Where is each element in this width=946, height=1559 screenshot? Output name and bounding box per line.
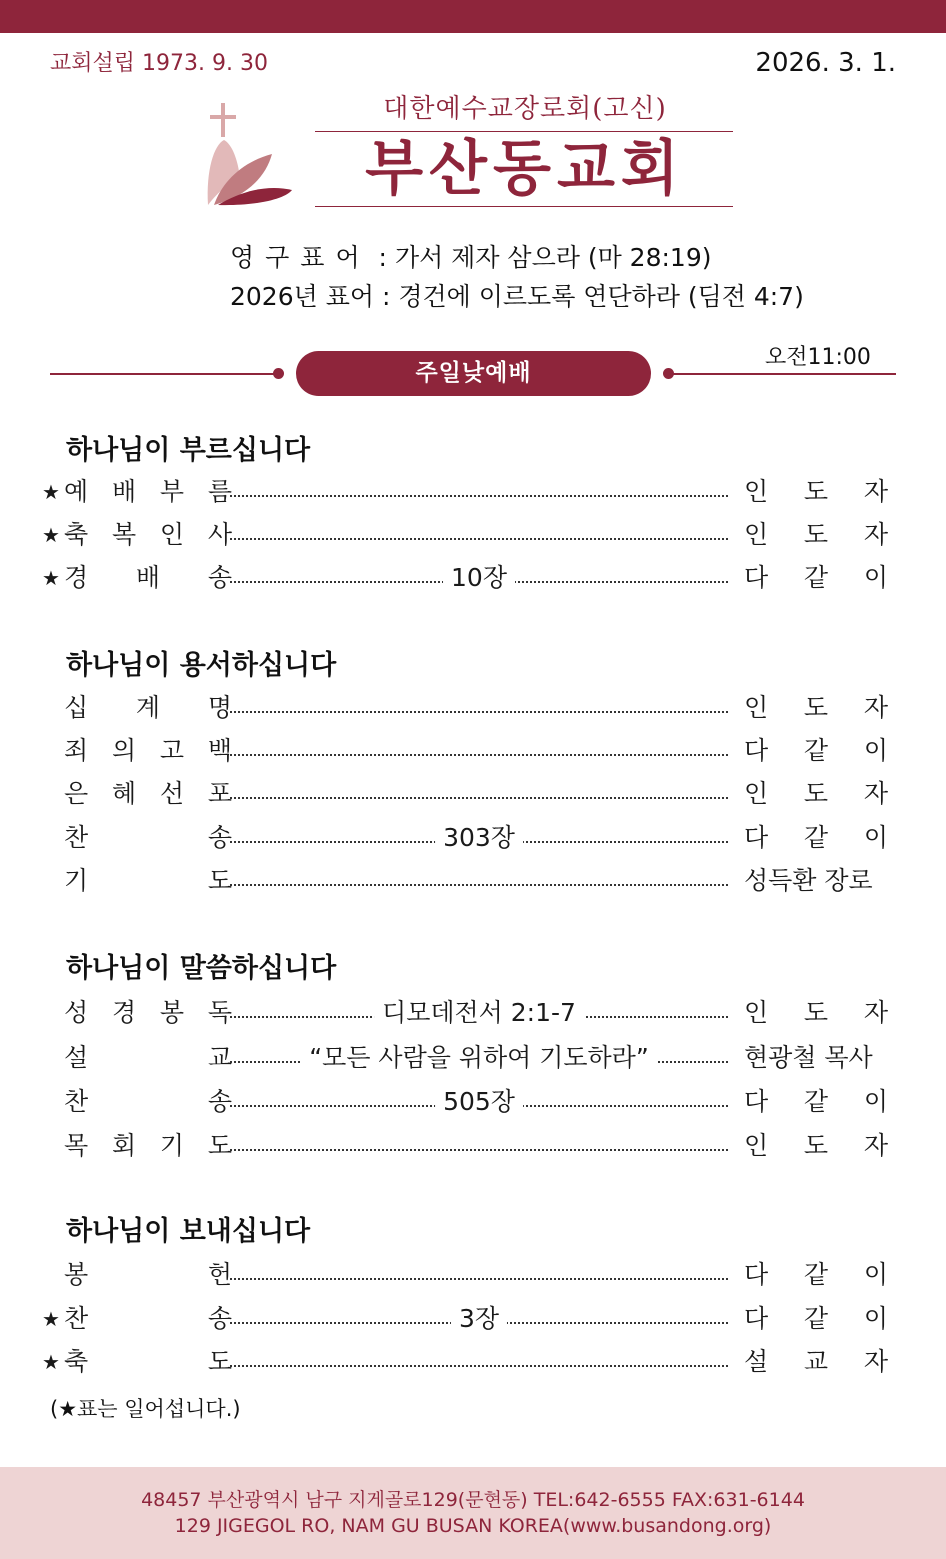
stand-star-icon: ★ [42, 566, 60, 590]
spread-text: 설 교 [64, 1043, 232, 1072]
title-rule-bottom [315, 206, 733, 207]
spread-text: 찬 송 [64, 1304, 232, 1333]
worship-leader [744, 1082, 888, 1122]
worship-row [42, 861, 888, 901]
worship-row [42, 1255, 888, 1295]
worship-row [42, 1299, 888, 1339]
worship-row [42, 472, 888, 512]
worship-leader [744, 515, 888, 555]
motto-year [230, 277, 804, 316]
spread-text: 찬 송 [64, 823, 232, 852]
spread-text: 다 같 이 [744, 736, 888, 765]
spread-text: 인 도 자 [744, 998, 888, 1027]
spread-text: 인 도 자 [744, 779, 888, 808]
spread-text: 축 복 인 사 [64, 520, 232, 549]
stand-star-icon: ★ [42, 1350, 60, 1374]
worship-item [64, 1038, 232, 1078]
worship-item [64, 1082, 232, 1122]
leader-dots [230, 1082, 728, 1122]
section-title: 하나님이 말씀하십니다 [66, 953, 337, 984]
worship-leader [744, 472, 888, 512]
spread-text: 다 같 이 [744, 1087, 888, 1116]
service-divider-left [50, 373, 278, 375]
spread-text: 설 교 자 [744, 1347, 888, 1376]
worship-row [42, 774, 888, 814]
spread-text: 인 도 자 [744, 520, 888, 549]
worship-detail: “모든 사람을 위하여 기도하라” [301, 1038, 657, 1078]
worship-item [64, 1255, 232, 1295]
mottos [230, 238, 804, 316]
motto-eternal [230, 238, 804, 277]
leader-dots [230, 1299, 728, 1339]
service-divider-dot [273, 368, 284, 379]
motto-label: 영구표어 [230, 243, 371, 272]
worship-detail: 505장 [435, 1082, 523, 1122]
worship-row [42, 1038, 888, 1078]
worship-row [42, 1126, 888, 1166]
church-logo-icon [200, 100, 300, 210]
worship-row [42, 731, 888, 771]
leader-dots [230, 993, 728, 1033]
worship-leader [744, 1299, 888, 1339]
section-title: 하나님이 보내십니다 [66, 1216, 311, 1247]
worship-leader: 현광철 목사 [744, 1043, 873, 1072]
worship-leader [744, 1126, 888, 1166]
worship-item [64, 1126, 232, 1166]
worship-leader [744, 1342, 888, 1382]
worship-item [64, 515, 232, 555]
worship-item [64, 774, 232, 814]
motto-text: 가서 제자 삼으라 (마 28:19) [394, 243, 712, 272]
leader-dots [230, 515, 728, 555]
footer [0, 1467, 946, 1559]
top-bar [0, 0, 946, 33]
leader-dots [230, 774, 728, 814]
worship-row [42, 818, 888, 858]
worship-leader [744, 774, 888, 814]
leader-dots [230, 688, 728, 728]
bulletin-date: 2026. 3. 1. [755, 48, 896, 78]
spread-text: 찬 송 [64, 1087, 232, 1116]
spread-text: 은 혜 선 포 [64, 779, 232, 808]
worship-leader [744, 993, 888, 1033]
worship-row [42, 1342, 888, 1382]
worship-item [64, 731, 232, 771]
stand-star-icon: ★ [42, 480, 60, 504]
stand-star-icon: ★ [42, 1307, 60, 1331]
spread-text: 인 도 자 [744, 1131, 888, 1160]
worship-row [42, 1082, 888, 1122]
founded-date: 교회설립 1973. 9. 30 [50, 51, 268, 76]
worship-detail: 디모데전서 2:1-7 [374, 993, 584, 1033]
service-title: 주일낮예배 [296, 351, 651, 396]
motto-label: 2026년 표어 [230, 282, 375, 311]
leader-dots [230, 558, 728, 598]
section-title: 하나님이 부르십니다 [66, 435, 311, 466]
spread-text: 죄 의 고 백 [64, 736, 232, 765]
spread-text: 성 경 봉 독 [64, 998, 232, 1027]
worship-leader [744, 558, 888, 598]
worship-item [64, 688, 232, 728]
worship-detail: 10장 [443, 558, 515, 598]
leader-dots [230, 1342, 728, 1382]
worship-item [64, 472, 232, 512]
motto-separator: : [370, 243, 395, 272]
footer-address-ko: 48457 부산광역시 남구 지게골로129(문현동) TEL:642-6555 FAX:631-6144 [141, 1489, 805, 1511]
worship-item [64, 558, 232, 598]
worship-item [64, 1342, 232, 1382]
section-title: 하나님이 용서하십니다 [66, 650, 337, 681]
standing-note: (★표는 일어섭니다.) [50, 1397, 241, 1421]
denomination: 대한예수교장로회(고신) [383, 94, 667, 124]
leader-dots [230, 818, 728, 858]
spread-text: 기 도 [64, 866, 232, 895]
worship-row [42, 993, 888, 1033]
motto-text: 경건에 이르도록 연단하라 (딤전 4:7) [398, 282, 804, 311]
worship-leader [744, 688, 888, 728]
church-name: 부산동교회 [365, 134, 685, 204]
spread-text: 경 배 송 [64, 563, 232, 592]
leader-dots [230, 861, 728, 901]
worship-item [64, 818, 232, 858]
spread-text: 다 같 이 [744, 1304, 888, 1333]
stand-star-icon: ★ [42, 523, 60, 547]
leader-dots [230, 1126, 728, 1166]
leader-dots [230, 731, 728, 771]
spread-text: 봉 헌 [64, 1260, 232, 1289]
spread-text: 인 도 자 [744, 693, 888, 722]
worship-leader: 성득환 장로 [744, 866, 873, 895]
worship-row [42, 558, 888, 598]
leader-dots [230, 1255, 728, 1295]
worship-detail: 3장 [451, 1299, 507, 1339]
spread-text: 예 배 부 름 [64, 477, 232, 506]
worship-item [64, 861, 232, 901]
spread-text: 다 같 이 [744, 1260, 888, 1289]
worship-item [64, 1299, 232, 1339]
leader-dots [230, 1038, 728, 1078]
spread-text: 다 같 이 [744, 823, 888, 852]
spread-text: 축 도 [64, 1347, 232, 1376]
service-divider-right [668, 373, 896, 375]
worship-leader [744, 1255, 888, 1295]
worship-row [42, 688, 888, 728]
spread-text: 인 도 자 [744, 477, 888, 506]
motto-separator: : [374, 282, 399, 311]
worship-leader [744, 731, 888, 771]
worship-leader [744, 818, 888, 858]
spread-text: 목 회 기 도 [64, 1131, 232, 1160]
footer-address-en: 129 JIGEGOL RO, NAM GU BUSAN KOREA(www.busandong.org) [174, 1515, 772, 1537]
spread-text: 다 같 이 [744, 563, 888, 592]
worship-row [42, 515, 888, 555]
spread-text: 십 계 명 [64, 693, 232, 722]
worship-item [64, 993, 232, 1033]
leader-dots [230, 472, 728, 512]
service-time: 오전11:00 [765, 345, 871, 370]
worship-detail: 303장 [435, 818, 523, 858]
